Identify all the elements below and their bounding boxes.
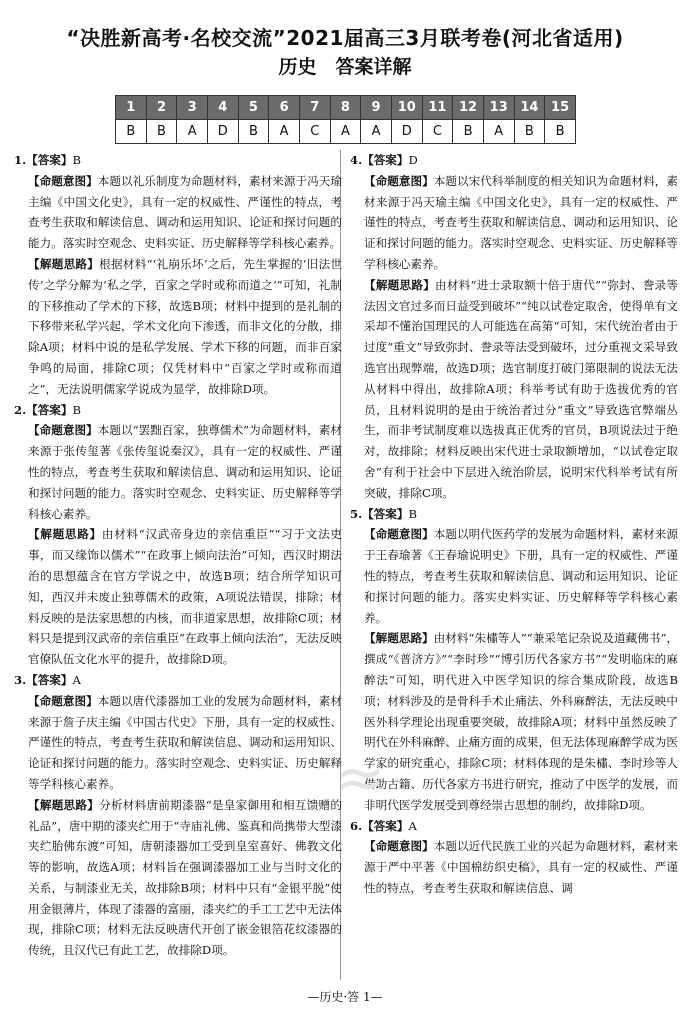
answer-value: A [408, 818, 417, 833]
intent-paragraph [350, 836, 678, 898]
question-number-cell: 9 [361, 96, 392, 120]
thinking-text: 根据材料“‘礼崩乐坏’之后，先生掌握的‘旧法世传’之学分解为‘私之学，百家之学时或称而道之’”可知，礼制的下移推动了学术的下移，故选B项；材料中提到的是礼制的下移带来私学兴起，学术文化向下渗透，而非文化的分散，排除A项；材料中说的是私学发展、学术下移的问题，而非百家争鸣的局面，排除C项；仅凭材料中“百家之学时或称而道之”，无法说明儒家学说成为显学，故排除D项。 [28, 256, 342, 396]
question-number-cell: 15 [545, 96, 576, 120]
thinking-paragraph [14, 795, 342, 961]
question-answer-line [14, 150, 342, 171]
answer-cell: B [146, 120, 177, 144]
question-number-cell: 11 [422, 96, 453, 120]
question-number: 3. [14, 672, 27, 687]
question-number-cell: 2 [146, 96, 177, 120]
answer-label: 【答案】 [26, 672, 73, 687]
thinking-paragraph [350, 275, 678, 504]
thinking-text: 由材料“朱橚等人”“兼采笔记杂说及道藏佛书”，撰成“《普济方》”“李时珍”“博引历代各家方书”“发明临床的麻醉法”可知，明代进入中医学知识的综合集成阶段，故选B项；材料涉及的是骨科手术止痛法、外科麻醉法，无法反映中医外科学理论出现重要突破，故排除A项；材料中虽然反映了明代在外科麻醉、止痛方面的成果，但无法体现麻醉学成为医学家的研究重心，排除C项；材料体现的是朱橚、李时珍等人借助古籍、历代各家方书进行研究，推动了中医学的发展，而非明代医学发展受到尊经崇古思想的制约，故排除D项。 [364, 631, 678, 812]
question-answer-line [350, 816, 678, 837]
answer-cell: A [361, 120, 392, 144]
intent-paragraph [350, 171, 678, 275]
question-number-cell: 8 [330, 96, 361, 120]
question-number-cell: 4 [207, 96, 238, 120]
thinking-label: 【解题思路】 [28, 527, 102, 542]
answer-value: A [72, 672, 81, 687]
intent-text: 本题以明代医药学的发展为命题材料，素材来源于王春瑜著《王春瑜说明史》下册，具有一定的权威性、严谨性的特点，考查考生获取和解读信息、调动和运用知识、论证和探讨问题的能力。落实史料实证、历史解释等学科核心素养。 [364, 527, 678, 625]
thinking-label: 【解题思路】 [364, 277, 436, 292]
question-number-cell: 6 [269, 96, 300, 120]
left-column [14, 150, 342, 985]
answer-cell: A [330, 120, 361, 144]
answer-cell: B [238, 120, 269, 144]
question-number-cell: 14 [514, 96, 545, 120]
intent-text: 本题以礼乐制度为命题材料，素材来源于冯天瑜主编《中国文化史》，具有一定的权威性、严谨性的特点，考查考生获取和解读信息、调动和运用知识、论证和探讨问题的能力。落实时空观念、史料实证、历史解释等学科核心素养。 [28, 173, 342, 251]
answer-label: 【答案】 [26, 153, 73, 167]
answer-cell: B [514, 120, 545, 144]
intent-text: 本题以“罢黜百家，独尊儒术”为命题材料，素材来源于张传玺著《张传玺说秦汉》，具有一定的权威性、严谨性的特点，考查考生获取和解读信息、调动和运用知识、论证和探讨问题的能力。落实时空观念、史料实证、历史解释等学科核心素养。 [28, 423, 342, 521]
answer-value: B [408, 506, 418, 521]
question-4 [350, 150, 678, 504]
thinking-label: 【解题思路】 [28, 797, 100, 812]
thinking-label: 【解题思路】 [364, 631, 434, 646]
thinking-text: 分析材料唐前期漆器“是皇家御用和相互馈赠的礼品”，唐中期的漆夹纻用于“寺庙礼佛、鉴真和尚携带大型漆夹纻胎佛东渡”可知，唐朝漆器加工受到皇室喜好、佛教文化等的影响，故选A项；材料旨在强调漆器加工业与当时文化的关系，与制漆业无关，故排除B项；材料中只有“金银平脱”使用金银薄片，体现了漆器的富丽，漆夹纻的手工工艺中无法体现，排除C项；材料无法反映唐代开创了嵌金银箔花纹漆器的传统，且汉代已有此工艺，故排除D项。 [28, 797, 342, 958]
intent-label: 【命题意图】 [364, 839, 434, 854]
intent-text: 本题以近代民族工业的兴起为命题材料，素材来源于严中平著《中国棉纺织史稿》，具有一定的权威性、严谨性的特点，考查考生获取和解读信息、调 [364, 839, 678, 895]
intent-label: 【命题意图】 [28, 173, 98, 188]
intent-paragraph [14, 420, 342, 524]
question-number-cell: 5 [238, 96, 269, 120]
watermark-logo: ≈ [334, 743, 386, 813]
question-2 [14, 400, 342, 670]
answer-cell: A [177, 120, 208, 144]
answer-label: 【答案】 [362, 153, 409, 167]
question-answer-line [350, 150, 678, 171]
question-number: 6. [350, 818, 363, 833]
question-answer-line [14, 670, 342, 691]
answer-table-header-row [116, 96, 576, 120]
intent-label: 【命题意图】 [364, 173, 434, 188]
thinking-label: 【解题思路】 [28, 256, 100, 271]
answer-cell: D [207, 120, 238, 144]
answer-label: 【答案】 [362, 506, 409, 521]
thinking-text: 由材料“进士录取额十倍于唐代”“弥封、誊录等法因文官过多而日益受到破坏”“纯以试卷定取舍，使得单有文采却不懂治国理民的人可能选在高第”可知，宋代统治者由于过度“重文”导致弥封、誊录等法受到破坏，过分重视文采导致选官出现弊端，故选D项；选官制度打破门第限制的说法无法从材料中得出，故排除A项；科举考试有助于选拔优秀的官员，且材料说明的是由于统治者过分“重文”导致选官弊端丛生，而非考试制度难以选拔真正优秀的官员，B项说法过于绝对，故排除；材料反映出宋代进士录取额增加，“以试卷定取舍”有利于社会中下层进入统治阶层，说明宋代科举考试有所突破，排除C项。 [364, 277, 678, 500]
intent-label: 【命题意图】 [364, 527, 434, 542]
intent-label: 【命题意图】 [28, 693, 98, 708]
thinking-text: 由材料“汉武帝身边的亲信重臣”“习于文法吏事，而又缘饰以儒术”“在政事上倾向法治”可知，西汉时期法治的思想蕴含在官方学说之中，故选B项；结合所学知识可知，西汉并未废止独尊儒术的政策，A项说法错误，排除；材料反映的是法家思想的内核，而非道家思想，故排除C项；材料只是提到汉武帝的亲信重臣“在政事上倾向法治”，无法反映官僚队伍文化水平的提升，故排除D项。 [28, 527, 342, 667]
thinking-paragraph [14, 524, 342, 670]
question-number: 5. [350, 506, 363, 521]
question-number: 4. [350, 153, 363, 167]
question-6 [350, 816, 678, 899]
question-number-cell: 12 [453, 96, 484, 120]
answer-cell: D [391, 120, 422, 144]
answer-table [115, 95, 576, 144]
question-number-cell: 3 [177, 96, 208, 120]
question-answer-line [350, 504, 678, 525]
answer-cell: B [545, 120, 576, 144]
answer-label: 【答案】 [26, 402, 73, 417]
question-1 [14, 150, 342, 400]
question-5 [350, 504, 678, 816]
question-number-cell: 7 [299, 96, 330, 120]
right-column [350, 150, 678, 985]
answer-cell: B [453, 120, 484, 144]
question-3 [14, 670, 342, 961]
answer-table-answer-row [116, 120, 576, 144]
thinking-paragraph [350, 628, 678, 815]
intent-text: 本题以宋代科举制度的相关知识为命题材料，素材来源于冯天瑜主编《中国文化史》，具有一定的权威性、严谨性的特点，考查考生获取和解读信息、调动和运用知识、论证和探讨问题的能力。落实时空观念、史料实证、历史解释等学科核心素养。 [364, 173, 678, 271]
answer-cell: C [299, 120, 330, 144]
answer-value: D [408, 153, 418, 167]
answer-cell: B [116, 120, 147, 144]
answer-cell: A [483, 120, 514, 144]
answer-value: B [72, 153, 82, 167]
intent-paragraph [350, 524, 678, 628]
answer-value: B [72, 402, 82, 417]
intent-text: 本题以唐代漆器加工业的发展为命题材料，素材来源于詹子庆主编《中国古代史》下册，具有一定的权威性、严谨性的特点，考查考生获取和解读信息、调动和运用知识、论证和探讨问题的能力。落实时空观念、史料实证、历史解释等学科核心素养。 [28, 693, 342, 791]
question-number-cell: 10 [391, 96, 422, 120]
answer-cell: A [269, 120, 300, 144]
question-number: 2. [14, 402, 27, 417]
intent-paragraph [14, 171, 342, 254]
answer-label: 【答案】 [362, 818, 409, 833]
question-answer-line [14, 400, 342, 421]
answer-cell: C [422, 120, 453, 144]
intent-label: 【命题意图】 [28, 423, 98, 438]
question-number-cell: 1 [116, 96, 147, 120]
intent-paragraph [14, 691, 342, 795]
page-title: “决胜新高考·名校交流”2021届高三3月联考卷(河北省适用) [66, 26, 624, 50]
page-subtitle: 历史 答案详解 [278, 56, 412, 78]
thinking-paragraph [14, 254, 342, 400]
page-footer: —历史·答 1— [307, 990, 383, 1004]
question-number: 1. [14, 153, 27, 167]
question-number-cell: 13 [483, 96, 514, 120]
